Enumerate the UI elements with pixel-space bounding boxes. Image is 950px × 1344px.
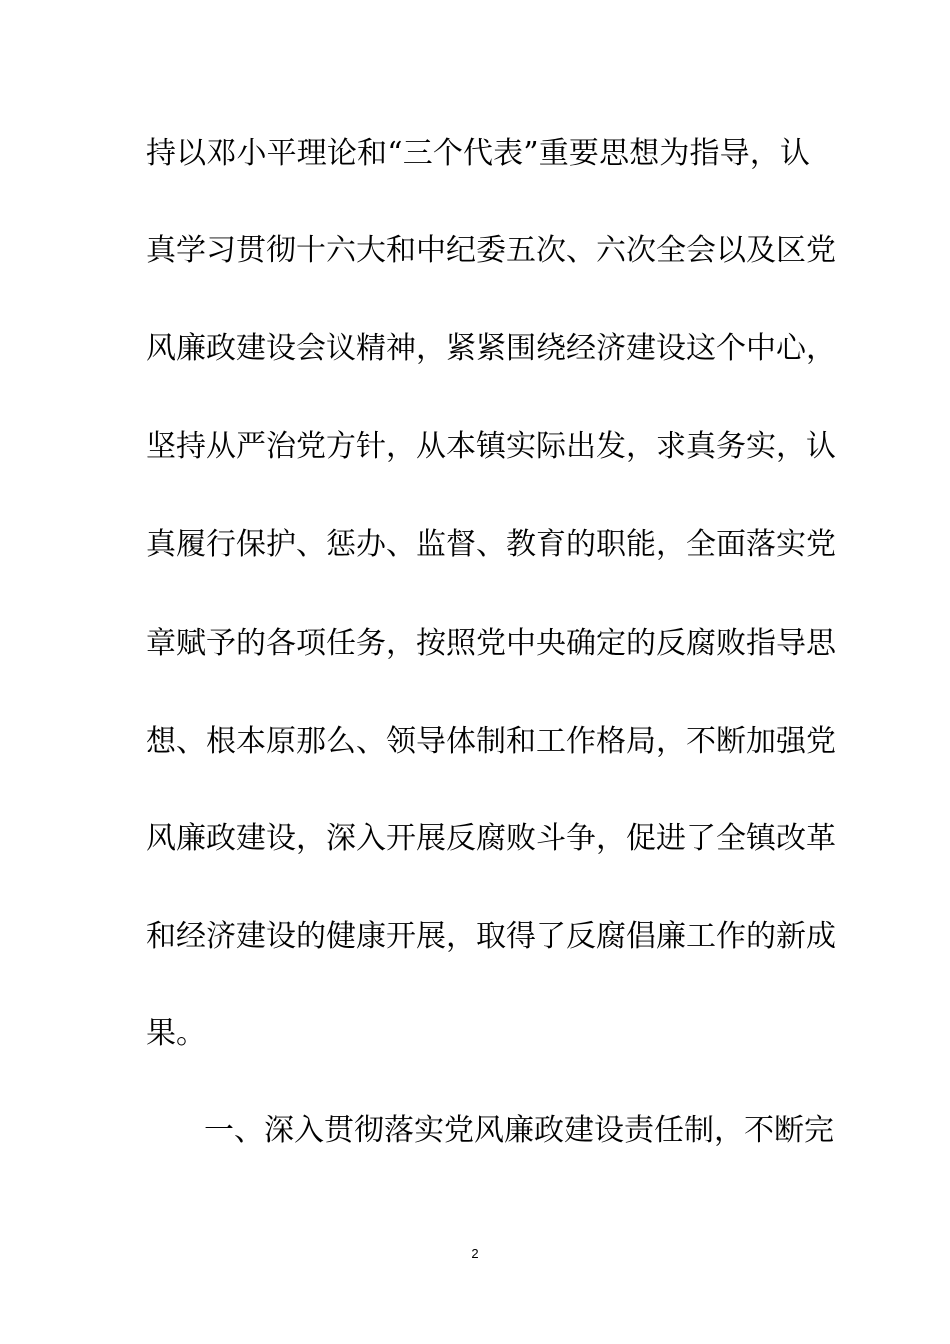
paragraph-line-10: 果。 xyxy=(146,1016,206,1051)
paragraph-line-5: 真履行保护、惩办、监督、教育的职能，全面落实党 xyxy=(146,527,836,562)
section-heading: 一、深入贯彻落实党风廉政建设责任制，不断完 xyxy=(204,1113,834,1148)
paragraph-line-6: 章赋予的各项任务，按照党中央确定的反腐败指导思 xyxy=(146,626,836,661)
paragraph-line-8: 风廉政建设，深入开展反腐败斗争，促进了全镇改革 xyxy=(146,821,836,856)
page-number: 2 xyxy=(471,1246,479,1261)
paragraph-line-4: 坚持从严治党方针，从本镇实际出发，求真务实，认 xyxy=(146,429,836,464)
paragraph-line-9: 和经济建设的健康开展，取得了反腐倡廉工作的新成 xyxy=(146,919,836,954)
paragraph-line-7: 想、根本原那么、领导体制和工作格局，不断加强党 xyxy=(146,724,836,759)
paragraph-line-1: 持以邓小平理论和“三个代表”重要思想为指导，认 xyxy=(146,136,810,171)
paragraph-line-2: 真学习贯彻十六大和中纪委五次、六次全会以及区党 xyxy=(146,233,836,268)
paragraph-line-3: 风廉政建设会议精神，紧紧围绕经济建设这个中心， xyxy=(146,331,836,366)
